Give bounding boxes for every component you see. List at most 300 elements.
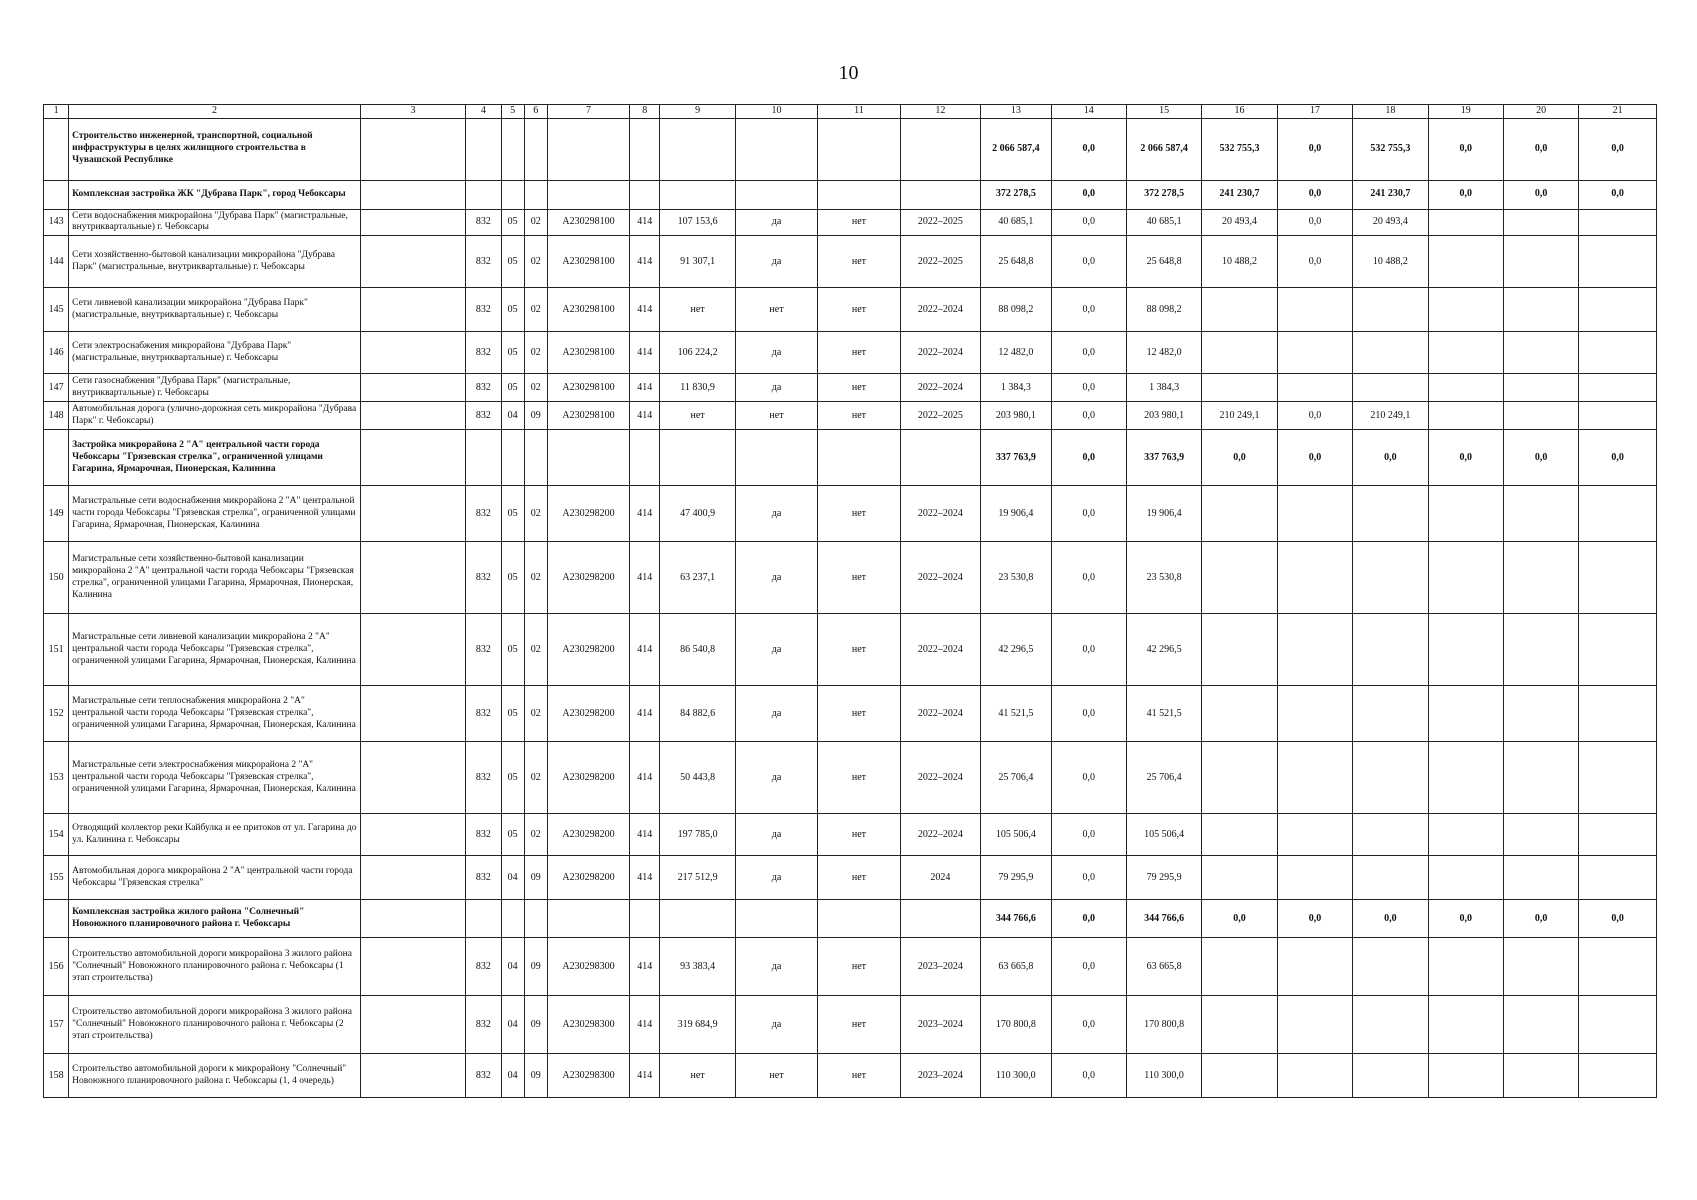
cell-col-17 [1277,614,1352,686]
row-number: 155 [44,856,69,900]
cell-col-13: 110 300,0 [981,1054,1051,1098]
cell-col-19 [1428,209,1503,236]
cell-col-19 [1428,1054,1503,1098]
cell-col-18 [1353,374,1428,402]
cell-col-8: 414 [630,288,660,332]
cell-col-5 [501,430,524,486]
cell-col-20 [1503,996,1578,1054]
cell-col-18 [1353,332,1428,374]
cell-col-16: 210 249,1 [1202,402,1277,430]
cell-col-16: 0,0 [1202,900,1277,938]
object-name: Сети электроснабжения микрорайона "Дубрава Парк" (магистральные, внутриквартальные) г. Чебоксары [69,332,361,374]
cell-col-3 [360,938,466,996]
cell-col-21 [1579,209,1657,236]
cell-col-21 [1579,686,1657,742]
object-name: Сети ливневой канализации микрорайона "Дубрава Парк" (магистральные, внутриквартальные) г. Чебоксары [69,288,361,332]
cell-col-4: 832 [466,374,501,402]
cell-col-9: 11 830,9 [660,374,735,402]
cell-col-5: 05 [501,374,524,402]
cell-col-21 [1579,996,1657,1054]
column-number-4: 4 [466,105,501,119]
cell-col-8: 414 [630,1054,660,1098]
cell-col-5: 04 [501,402,524,430]
row-number: 150 [44,542,69,614]
cell-col-6: 09 [524,938,547,996]
column-number-14: 14 [1051,105,1126,119]
cell-col-20 [1503,374,1578,402]
cell-col-15: 105 506,4 [1126,814,1201,856]
cell-col-7: А230298200 [547,486,629,542]
object-name: Магистральные сети ливневой канализации микрорайона 2 "А" центральной части города Чебоксары "Грязевская стрелка", ограниченной улицами Гагарина, Ярмарочная, Пионерская, Калинина [69,614,361,686]
cell-col-6: 02 [524,209,547,236]
cell-col-6: 02 [524,686,547,742]
cell-col-5: 05 [501,332,524,374]
cell-col-20 [1503,614,1578,686]
cell-col-21: 0,0 [1579,430,1657,486]
cell-col-11: нет [818,288,900,332]
cell-col-19 [1428,402,1503,430]
cell-col-4 [466,430,501,486]
cell-col-16 [1202,996,1277,1054]
cell-col-12 [900,430,980,486]
cell-col-5: 05 [501,542,524,614]
cell-col-15: 170 800,8 [1126,996,1201,1054]
cell-col-21 [1579,332,1657,374]
cell-col-10: да [735,236,817,288]
cell-col-21 [1579,856,1657,900]
cell-col-9 [660,118,735,180]
cell-col-19 [1428,686,1503,742]
cell-col-4 [466,118,501,180]
cell-col-19 [1428,814,1503,856]
cell-col-10: да [735,486,817,542]
cell-col-11: нет [818,236,900,288]
cell-col-8: 414 [630,814,660,856]
cell-col-20 [1503,856,1578,900]
cell-col-21 [1579,486,1657,542]
cell-col-9: 197 785,0 [660,814,735,856]
cell-col-17 [1277,374,1352,402]
cell-col-9 [660,900,735,938]
cell-col-8: 414 [630,402,660,430]
cell-col-17 [1277,996,1352,1054]
cell-col-6: 02 [524,542,547,614]
cell-col-14: 0,0 [1051,236,1126,288]
cell-col-8: 414 [630,209,660,236]
cell-col-4: 832 [466,996,501,1054]
cell-col-17 [1277,856,1352,900]
cell-col-20 [1503,1054,1578,1098]
column-number-19: 19 [1428,105,1503,119]
row-number: 156 [44,938,69,996]
cell-col-20: 0,0 [1503,180,1578,209]
cell-col-5 [501,180,524,209]
row-number: 148 [44,402,69,430]
cell-col-6: 02 [524,288,547,332]
object-name: Строительство автомобильной дороги микрорайона 3 жилого района "Солнечный" Новоюжного планировочного района г. Чебоксары (1 этап строительства) [69,938,361,996]
cell-col-3 [360,332,466,374]
cell-col-18 [1353,1054,1428,1098]
cell-col-7: А230298100 [547,288,629,332]
column-number-7: 7 [547,105,629,119]
cell-col-8: 414 [630,236,660,288]
cell-col-16: 10 488,2 [1202,236,1277,288]
cell-col-13: 25 648,8 [981,236,1051,288]
cell-col-17 [1277,1054,1352,1098]
object-name: Сети хозяйственно-бытовой канализации микрорайона "Дубрава Парк" (магистральные, внутриквартальные) г. Чебоксары [69,236,361,288]
cell-col-19 [1428,236,1503,288]
table-row [44,374,1657,402]
cell-col-15: 63 665,8 [1126,938,1201,996]
row-number: 145 [44,288,69,332]
cell-col-17 [1277,288,1352,332]
cell-col-16 [1202,614,1277,686]
cell-col-10: да [735,374,817,402]
group-row [44,180,1657,209]
column-number-21: 21 [1579,105,1657,119]
cell-col-9: 93 383,4 [660,938,735,996]
cell-col-20 [1503,486,1578,542]
cell-col-17 [1277,686,1352,742]
cell-col-4: 832 [466,814,501,856]
cell-col-12: 2022–2024 [900,686,980,742]
cell-col-19 [1428,938,1503,996]
column-number-2: 2 [69,105,361,119]
cell-col-7: А230298300 [547,938,629,996]
cell-col-17: 0,0 [1277,430,1352,486]
column-number-20: 20 [1503,105,1578,119]
cell-col-7: А230298300 [547,996,629,1054]
cell-col-9: 91 307,1 [660,236,735,288]
cell-col-14: 0,0 [1051,742,1126,814]
cell-col-14: 0,0 [1051,486,1126,542]
cell-col-13: 105 506,4 [981,814,1051,856]
cell-col-10: нет [735,1054,817,1098]
cell-col-9: 107 153,6 [660,209,735,236]
table-row [44,486,1657,542]
cell-col-6: 02 [524,236,547,288]
cell-col-12: 2022–2025 [900,236,980,288]
object-name: Магистральные сети хозяйственно-бытовой канализации микрорайона 2 "А" центральной части города Чебоксары "Грязевская стрелка", ограниченной улицами Гагарина, Ярмарочная, Пионерская, Калинина [69,542,361,614]
cell-col-11: нет [818,938,900,996]
cell-col-16: 241 230,7 [1202,180,1277,209]
cell-col-10 [735,900,817,938]
cell-col-4: 832 [466,288,501,332]
cell-col-10 [735,180,817,209]
cell-col-11 [818,430,900,486]
cell-col-8: 414 [630,332,660,374]
cell-col-8: 414 [630,742,660,814]
object-name: Автомобильная дорога (улично-дорожная сеть микрорайона "Дубрава Парк" г. Чебоксары) [69,402,361,430]
cell-col-10: нет [735,288,817,332]
cell-col-5: 05 [501,209,524,236]
cell-col-13: 88 098,2 [981,288,1051,332]
cell-col-11: нет [818,1054,900,1098]
cell-col-15: 1 384,3 [1126,374,1201,402]
cell-col-18: 20 493,4 [1353,209,1428,236]
cell-col-17: 0,0 [1277,118,1352,180]
cell-col-11: нет [818,614,900,686]
cell-col-6: 09 [524,856,547,900]
cell-col-14: 0,0 [1051,938,1126,996]
cell-col-15: 2 066 587,4 [1126,118,1201,180]
cell-col-5: 05 [501,614,524,686]
cell-col-12 [900,118,980,180]
row-number: 144 [44,236,69,288]
cell-col-3 [360,402,466,430]
cell-col-14: 0,0 [1051,996,1126,1054]
cell-col-4: 832 [466,402,501,430]
investment-table [43,104,1657,1098]
cell-col-10: да [735,686,817,742]
cell-col-10: да [735,742,817,814]
object-name: Магистральные сети теплоснабжения микрорайона 2 "А" центральной части города Чебоксары "Грязевская стрелка", ограниченной улицами Гагарина, Ярмарочная, Пионерская, Калинина [69,686,361,742]
cell-col-3 [360,236,466,288]
cell-col-8: 414 [630,996,660,1054]
cell-col-10 [735,430,817,486]
column-number-16: 16 [1202,105,1277,119]
cell-col-9: 50 443,8 [660,742,735,814]
cell-col-19: 0,0 [1428,118,1503,180]
cell-col-16 [1202,374,1277,402]
cell-col-12: 2023–2024 [900,996,980,1054]
cell-col-6 [524,180,547,209]
cell-col-10 [735,118,817,180]
column-number-6: 6 [524,105,547,119]
cell-col-8 [630,430,660,486]
cell-col-10: нет [735,402,817,430]
cell-col-16 [1202,742,1277,814]
column-number-15: 15 [1126,105,1201,119]
cell-col-15: 41 521,5 [1126,686,1201,742]
cell-col-4: 832 [466,486,501,542]
column-number-5: 5 [501,105,524,119]
cell-col-3 [360,814,466,856]
cell-col-7: А230298200 [547,542,629,614]
cell-col-16 [1202,1054,1277,1098]
cell-col-4: 832 [466,856,501,900]
cell-col-14: 0,0 [1051,856,1126,900]
cell-col-3 [360,209,466,236]
cell-col-3 [360,118,466,180]
cell-col-18 [1353,542,1428,614]
cell-col-5: 04 [501,856,524,900]
cell-col-8: 414 [630,856,660,900]
cell-col-6: 02 [524,486,547,542]
cell-col-15: 23 530,8 [1126,542,1201,614]
cell-col-16: 532 755,3 [1202,118,1277,180]
cell-col-17 [1277,938,1352,996]
cell-col-13: 25 706,4 [981,742,1051,814]
cell-col-12: 2022–2024 [900,542,980,614]
cell-col-9: 63 237,1 [660,542,735,614]
cell-col-21 [1579,938,1657,996]
cell-col-19 [1428,996,1503,1054]
cell-col-14: 0,0 [1051,288,1126,332]
column-number-3: 3 [360,105,466,119]
cell-col-14: 0,0 [1051,402,1126,430]
cell-col-12: 2022–2025 [900,402,980,430]
cell-col-16 [1202,332,1277,374]
cell-col-7: А230298200 [547,856,629,900]
cell-col-20: 0,0 [1503,430,1578,486]
cell-col-15: 372 278,5 [1126,180,1201,209]
table-row [44,288,1657,332]
cell-col-20: 0,0 [1503,118,1578,180]
cell-col-21 [1579,288,1657,332]
cell-col-9: 86 540,8 [660,614,735,686]
cell-col-7: А230298200 [547,686,629,742]
object-name: Магистральные сети водоснабжения микрорайона 2 "А" центральной части города Чебоксары "Грязевская стрелка", ограниченной улицами Гагарина, Ярмарочная, Пионерская, Калинина [69,486,361,542]
row-number: 146 [44,332,69,374]
cell-col-10: да [735,856,817,900]
row-number [44,118,69,180]
cell-col-14: 0,0 [1051,430,1126,486]
cell-col-8: 414 [630,686,660,742]
row-number: 147 [44,374,69,402]
cell-col-21 [1579,742,1657,814]
cell-col-18 [1353,614,1428,686]
cell-col-19 [1428,332,1503,374]
cell-col-21 [1579,402,1657,430]
table-row [44,856,1657,900]
cell-col-13: 40 685,1 [981,209,1051,236]
cell-col-7: А230298300 [547,1054,629,1098]
cell-col-4 [466,180,501,209]
cell-col-3 [360,900,466,938]
object-name: Комплексная застройка жилого района "Солнечный" Новоюжного планировочного района г. Чебоксары [69,900,361,938]
cell-col-7: А230298100 [547,402,629,430]
cell-col-3 [360,374,466,402]
cell-col-16 [1202,686,1277,742]
cell-col-14: 0,0 [1051,686,1126,742]
cell-col-21 [1579,814,1657,856]
table-row [44,614,1657,686]
cell-col-6: 02 [524,332,547,374]
cell-col-9: 47 400,9 [660,486,735,542]
cell-col-19 [1428,288,1503,332]
cell-col-14: 0,0 [1051,118,1126,180]
cell-col-20 [1503,686,1578,742]
cell-col-8: 414 [630,374,660,402]
table-row [44,236,1657,288]
cell-col-18 [1353,742,1428,814]
cell-col-4: 832 [466,1054,501,1098]
cell-col-9 [660,180,735,209]
cell-col-11: нет [818,209,900,236]
cell-col-14: 0,0 [1051,900,1126,938]
row-number: 143 [44,209,69,236]
cell-col-15: 25 706,4 [1126,742,1201,814]
cell-col-17 [1277,332,1352,374]
cell-col-13: 2 066 587,4 [981,118,1051,180]
cell-col-14: 0,0 [1051,614,1126,686]
cell-col-4: 832 [466,614,501,686]
column-number-8: 8 [630,105,660,119]
table-row [44,332,1657,374]
cell-col-7 [547,900,629,938]
row-number: 157 [44,996,69,1054]
cell-col-16 [1202,938,1277,996]
cell-col-9: 217 512,9 [660,856,735,900]
cell-col-6: 02 [524,374,547,402]
cell-col-16 [1202,542,1277,614]
object-name: Отводящий коллектор реки Кайбулка и ее притоков от ул. Гагарина до ул. Калинина г. Чебоксары [69,814,361,856]
cell-col-12: 2022–2024 [900,332,980,374]
cell-col-6: 09 [524,1054,547,1098]
object-name: Комплексная застройка ЖК "Дубрава Парк", город Чебоксары [69,180,361,209]
row-number [44,180,69,209]
cell-col-6: 09 [524,402,547,430]
cell-col-4: 832 [466,542,501,614]
cell-col-10: да [735,938,817,996]
cell-col-19 [1428,742,1503,814]
cell-col-17 [1277,742,1352,814]
table-row [44,209,1657,236]
cell-col-7 [547,430,629,486]
cell-col-6: 02 [524,742,547,814]
cell-col-18 [1353,814,1428,856]
cell-col-14: 0,0 [1051,374,1126,402]
cell-col-13: 79 295,9 [981,856,1051,900]
row-number: 154 [44,814,69,856]
cell-col-11: нет [818,686,900,742]
cell-col-8: 414 [630,542,660,614]
cell-col-19: 0,0 [1428,180,1503,209]
cell-col-20 [1503,742,1578,814]
column-number-10: 10 [735,105,817,119]
cell-col-20 [1503,402,1578,430]
cell-col-6 [524,900,547,938]
cell-col-5: 05 [501,288,524,332]
cell-col-18: 0,0 [1353,430,1428,486]
row-number: 152 [44,686,69,742]
cell-col-14: 0,0 [1051,542,1126,614]
cell-col-14: 0,0 [1051,332,1126,374]
cell-col-14: 0,0 [1051,180,1126,209]
cell-col-9: 84 882,6 [660,686,735,742]
cell-col-13: 1 384,3 [981,374,1051,402]
cell-col-12: 2024 [900,856,980,900]
column-number-12: 12 [900,105,980,119]
cell-col-8 [630,118,660,180]
cell-col-7 [547,180,629,209]
cell-col-19 [1428,374,1503,402]
cell-col-21: 0,0 [1579,180,1657,209]
row-number: 149 [44,486,69,542]
cell-col-11: нет [818,542,900,614]
cell-col-3 [360,288,466,332]
column-number-row [44,105,1657,119]
cell-col-9: нет [660,1054,735,1098]
cell-col-11 [818,900,900,938]
cell-col-3 [360,856,466,900]
cell-col-17: 0,0 [1277,900,1352,938]
cell-col-12 [900,180,980,209]
cell-col-18: 532 755,3 [1353,118,1428,180]
cell-col-7: А230298200 [547,814,629,856]
cell-col-20 [1503,938,1578,996]
cell-col-4: 832 [466,686,501,742]
cell-col-7: А230298200 [547,742,629,814]
cell-col-13: 19 906,4 [981,486,1051,542]
cell-col-9: 319 684,9 [660,996,735,1054]
object-name: Автомобильная дорога микрорайона 2 "А" центральной части города Чебоксары "Грязевская стрелка" [69,856,361,900]
cell-col-4: 832 [466,742,501,814]
cell-col-11: нет [818,486,900,542]
cell-col-6: 02 [524,614,547,686]
cell-col-17: 0,0 [1277,236,1352,288]
